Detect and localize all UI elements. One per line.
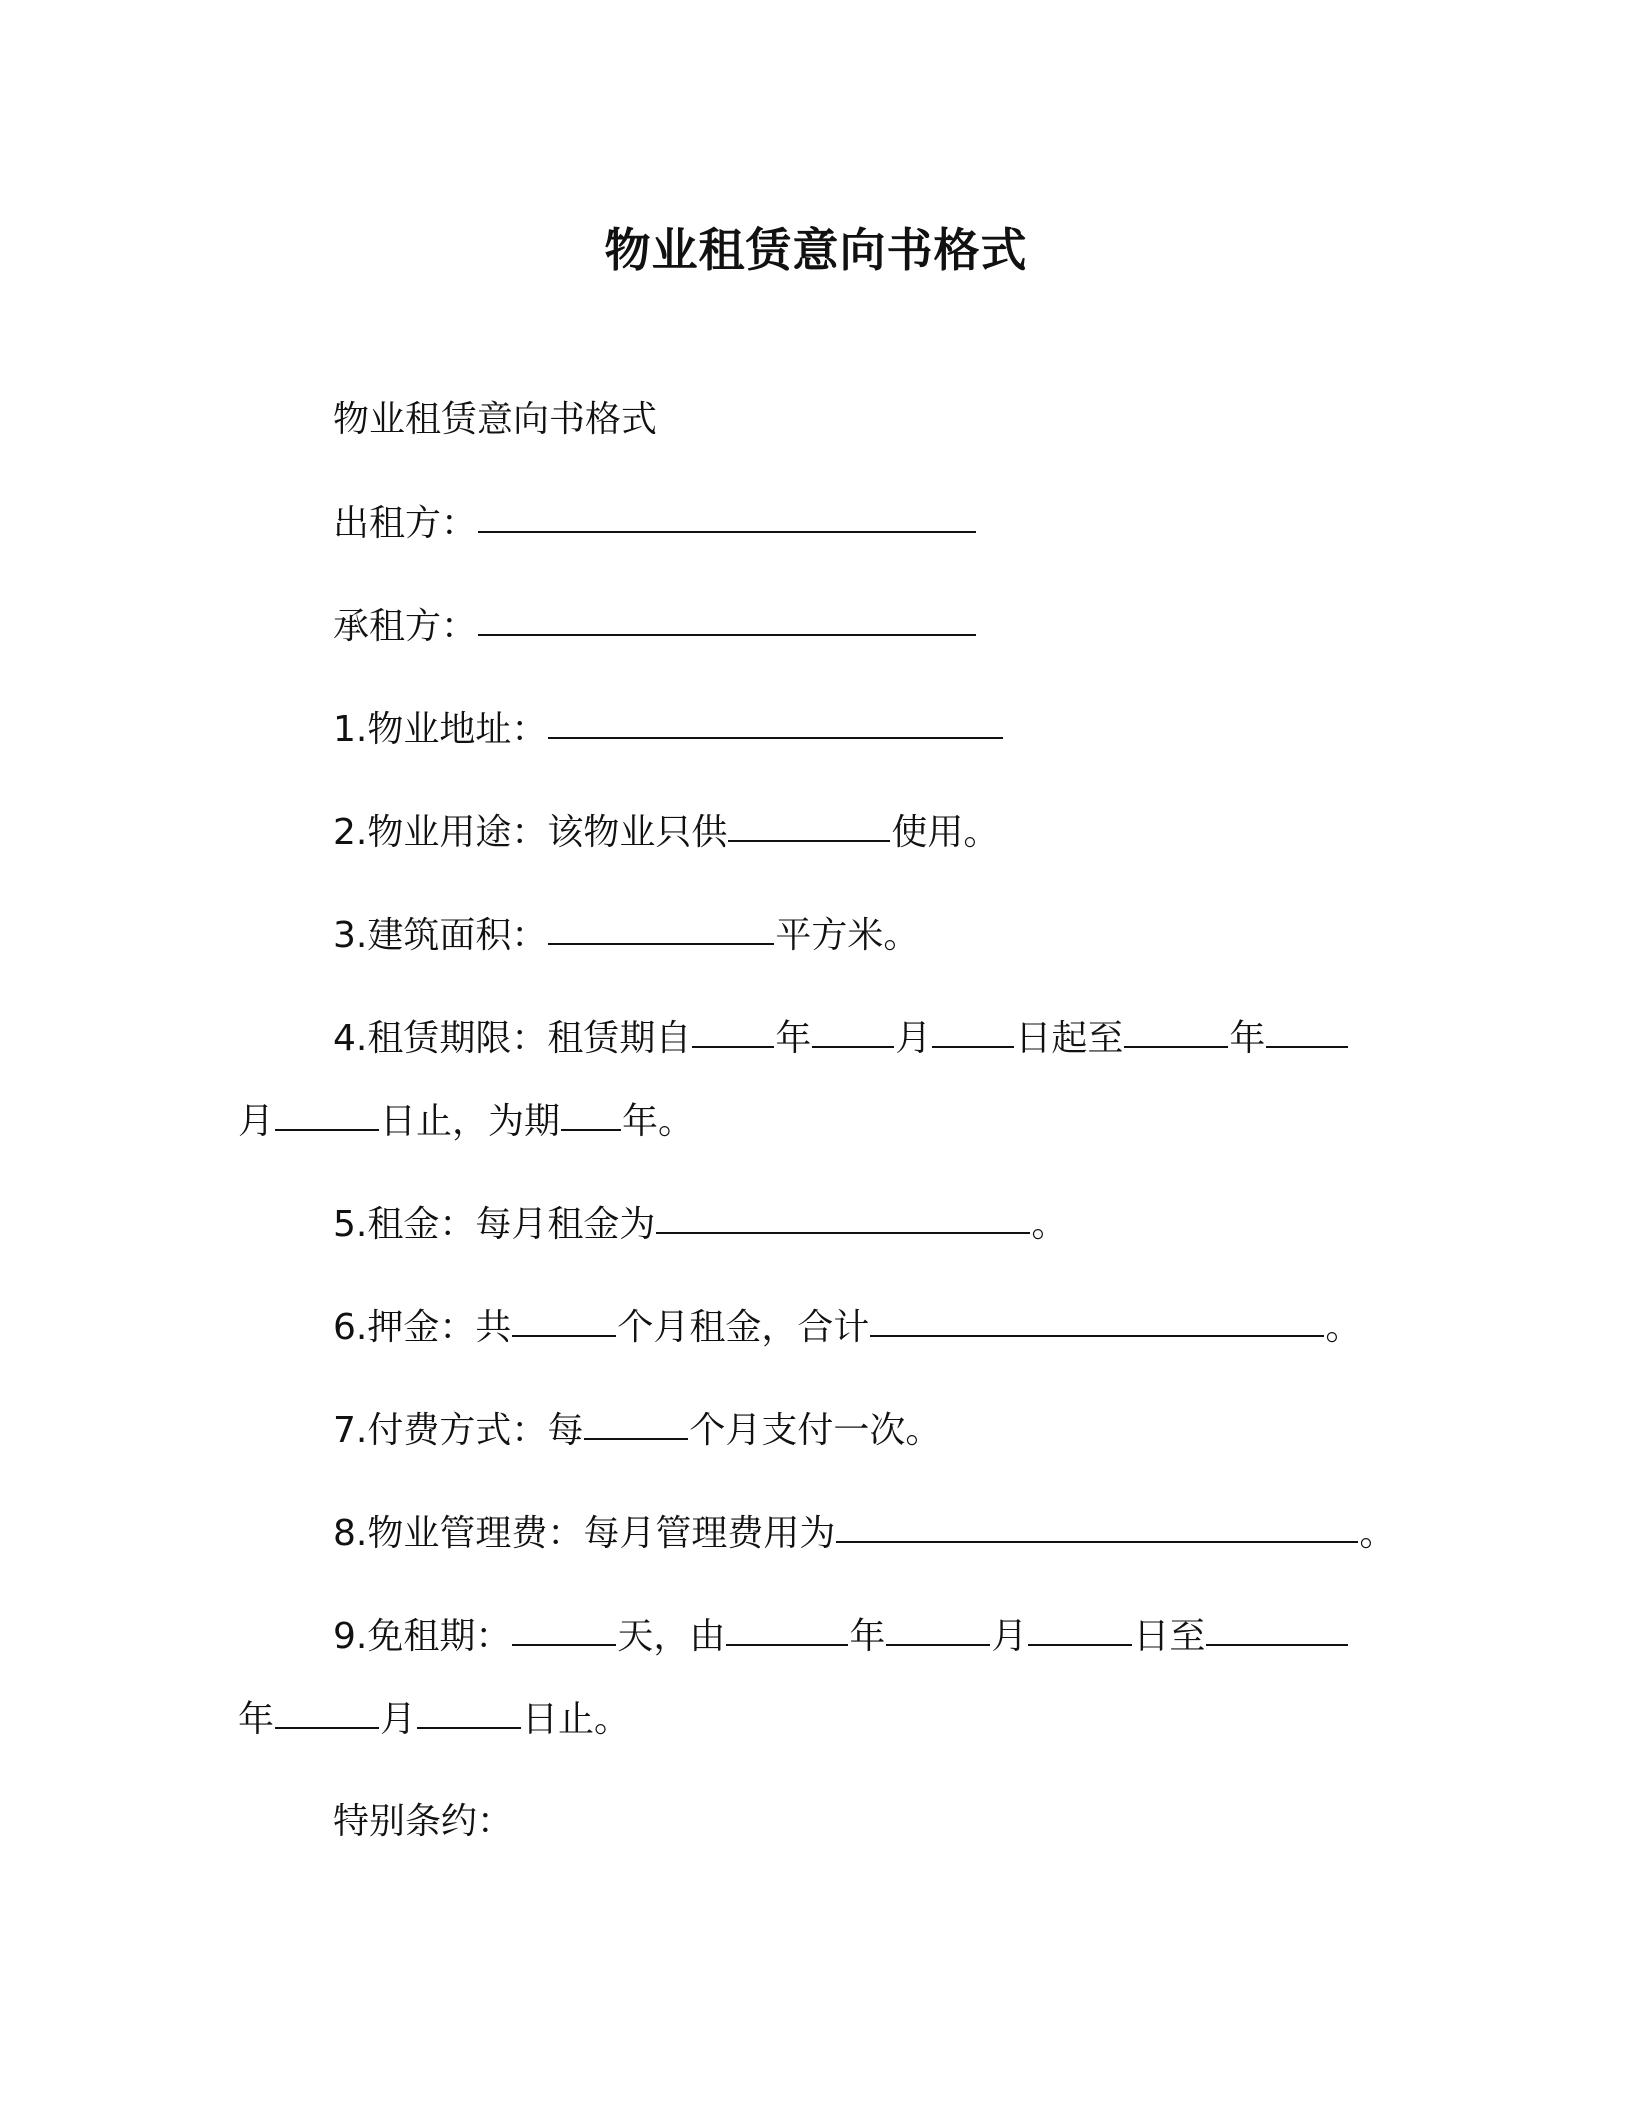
lessee-blank <box>478 600 976 636</box>
document-subtitle: 物业租赁意向书格式 <box>333 399 658 440</box>
property-use-line <box>333 808 999 857</box>
lease-term-line-2 <box>238 1097 694 1146</box>
lease-start-day-unit: 日起至 <box>1015 1018 1124 1059</box>
special-terms-label: 特别条约： <box>333 1801 514 1842</box>
lease-start-year-unit: 年 <box>775 1018 812 1059</box>
property-address-label: 1.物业地址： <box>333 709 548 750</box>
property-address-line <box>333 705 1004 754</box>
rent-free-start-day-blank <box>1028 1610 1132 1646</box>
lease-end-year-blank <box>1124 1012 1228 1048</box>
lease-term-label: 4.租赁期限：租赁期自 <box>333 1018 692 1059</box>
lessor-blank <box>478 497 976 533</box>
payment-method-label: 7.付费方式：每 <box>333 1410 584 1451</box>
lease-duration-blank <box>561 1095 621 1131</box>
lease-start-month-unit: 月 <box>895 1018 932 1059</box>
rent-blank <box>656 1198 1030 1234</box>
rent-suffix: 。 <box>1031 1204 1068 1245</box>
property-address-blank <box>548 703 1003 739</box>
lease-end-year-unit: 年 <box>1229 1018 1266 1059</box>
rent-free-end-day-blank <box>417 1693 521 1729</box>
lease-start-year-blank <box>692 1012 774 1048</box>
payment-method-suffix: 个月支付一次。 <box>689 1410 942 1451</box>
building-area-label: 3.建筑面积： <box>333 915 548 956</box>
rent-free-start-day-unit: 日至 <box>1133 1616 1206 1657</box>
lease-end-day-unit: 日止，为期 <box>380 1101 561 1142</box>
management-fee-label: 8.物业管理费：每月管理费用为 <box>333 1513 836 1554</box>
rent-label: 5.租金：每月租金为 <box>333 1204 656 1245</box>
deposit-suffix: 。 <box>1325 1307 1362 1348</box>
rent-free-line-2 <box>238 1695 630 1744</box>
rent-free-end-month-unit: 月 <box>380 1699 417 1740</box>
building-area-line <box>333 911 919 960</box>
rent-line <box>333 1200 1067 1249</box>
lease-start-month-blank <box>812 1012 894 1048</box>
deposit-middle: 个月租金，合计 <box>617 1307 870 1348</box>
deposit-months-blank <box>512 1301 616 1337</box>
rent-free-end-year-unit: 年 <box>238 1699 275 1740</box>
document-title: 物业租赁意向书格式 <box>604 223 1028 277</box>
payment-interval-blank <box>584 1404 688 1440</box>
lease-end-month-unit: 月 <box>238 1101 275 1142</box>
rent-free-end-day-unit: 日止。 <box>522 1699 631 1740</box>
lessor-label: 出租方： <box>333 503 478 544</box>
property-use-suffix: 使用。 <box>891 812 1000 853</box>
rent-free-start-year-blank <box>726 1610 848 1646</box>
management-fee-line <box>333 1509 1395 1558</box>
lessor-line <box>333 499 977 548</box>
rent-free-end-month-blank <box>275 1693 379 1729</box>
rent-free-end-year-blank <box>1206 1610 1348 1646</box>
lease-end-month-blank-trailing <box>1266 1012 1348 1048</box>
deposit-total-blank <box>870 1301 1324 1337</box>
rent-free-label: 9.免租期： <box>333 1616 512 1657</box>
management-fee-suffix: 。 <box>1359 1513 1396 1554</box>
building-area-blank <box>548 909 774 945</box>
lease-start-day-blank <box>932 1012 1014 1048</box>
rent-free-days-blank <box>512 1610 616 1646</box>
property-use-label: 2.物业用途：该物业只供 <box>333 812 728 853</box>
building-area-suffix: 平方米。 <box>775 915 920 956</box>
lessee-line <box>333 602 977 651</box>
property-use-blank <box>728 806 890 842</box>
deposit-line <box>333 1303 1361 1352</box>
lease-duration-unit: 年。 <box>622 1101 695 1142</box>
rent-free-start-month-blank <box>886 1610 990 1646</box>
lease-end-day-blank <box>275 1095 379 1131</box>
rent-free-start-year-unit: 年 <box>849 1616 886 1657</box>
rent-free-days-unit: 天，由 <box>617 1616 726 1657</box>
lease-term-line-1 <box>333 1014 1349 1063</box>
deposit-label: 6.押金：共 <box>333 1307 512 1348</box>
rent-free-line-1 <box>333 1612 1349 1661</box>
rent-free-start-month-unit: 月 <box>991 1616 1028 1657</box>
management-fee-blank <box>836 1507 1358 1543</box>
lessee-label: 承租方： <box>333 606 478 647</box>
payment-method-line <box>333 1406 941 1455</box>
